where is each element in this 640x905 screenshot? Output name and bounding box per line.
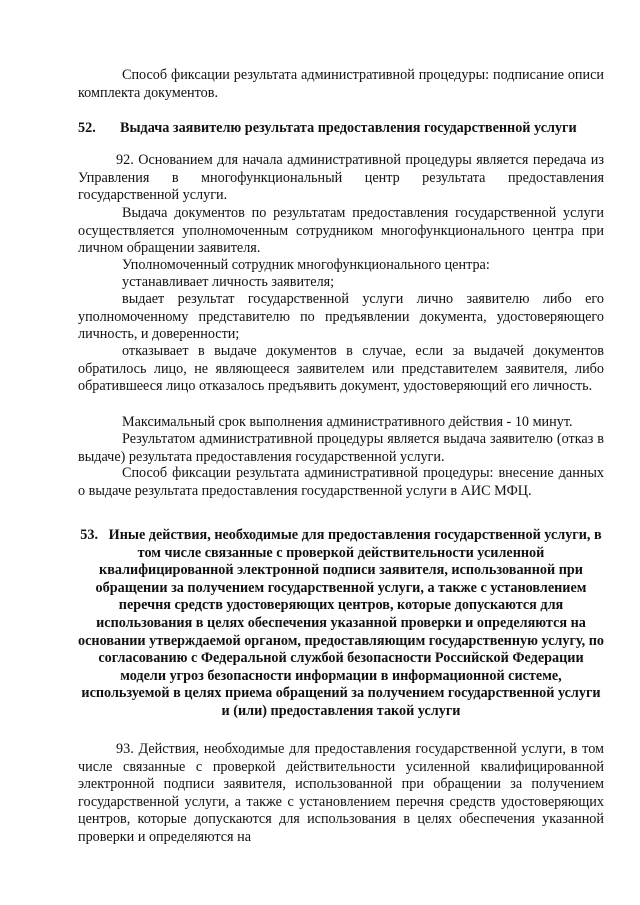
paragraph-refuse: отказывает в выдаче документов в случае, если за выдачей документов обратилось лицо, не являющееся заявителем или представителем заявителя, либо обратившееся лицо отказалось предъявить документ, удостоверяющий его личность. [78, 343, 604, 395]
paragraph-staff: Уполномоченный сотрудник многофункционального центра: [122, 257, 490, 273]
paragraph-intro: Способ фиксации результата административной процедуры: подписание описи комплекта документов. [78, 67, 604, 101]
paragraph-result: Результатом административной процедуры является выдача заявителю (отказ в выдаче) результата предоставления государственной услуги. [78, 431, 604, 465]
paragraph-maxtime: Максимальный срок выполнения административного действия - 10 минут. [122, 414, 573, 430]
paragraph-identity: устанавливает личность заявителя; [122, 274, 335, 290]
section-heading-53 [78, 527, 604, 721]
paragraph-fix: Способ фиксации результата административной процедуры: внесение данных о выдаче результата предоставления государственной услуги в АИС МФЦ. [78, 465, 604, 499]
section-number: 52. [78, 120, 96, 136]
paragraph-92: 92. Основанием для начала административной процедуры является передача из Управления в многофункциональный центр результата предоставления государственной услуги. [78, 152, 604, 204]
paragraph-issue: Выдача документов по результатам предоставления государственной услуги осуществляется уполномоченным сотрудником многофункционального центра при личном обращении заявителя. [78, 205, 604, 257]
paragraph-93: 93. Действия, необходимые для предоставления государственной услуги, в том числе связанные с проверкой действительности усиленной квалифицированной электронной подписи заявителя, использованной при обращении за получением государственной услуги, а также с установлением перечня средств удостоверяющих центров, которые допускаются для использования в целях обеспечения указанной проверки и определяются на [78, 741, 604, 845]
section-title: Выдача заявителю результата предоставления государственной услуги [120, 120, 577, 136]
section-number: 53. [80, 527, 99, 543]
paragraph-gives: выдает результат государственной услуги лично заявителю либо его уполномоченному представителю по предъявлении документа, удостоверяющего личность, и доверенности; [78, 291, 604, 343]
section-heading-52 [78, 120, 604, 138]
section-title: Иные действия, необходимые для предоставления государственной услуги, в том числе связанные с проверкой действительности усиленной квалифицированной электронной подписи заявителя, использованной при обращении за получением государственной услуги, а также с установлением перечня средств удостоверяющих центров, которые допускаются для использования в целях обеспечения указанной проверки и определяются на основании утверждаемой органом, предоставляющим государственную услугу, по согласованию с Федеральной службой безопасности Российской Федерации модели угроз безопасности информации в информационной системе, используемой в целях приема обращений за получением государственной услуги и (или) предоставления такой услуги [78, 527, 604, 719]
